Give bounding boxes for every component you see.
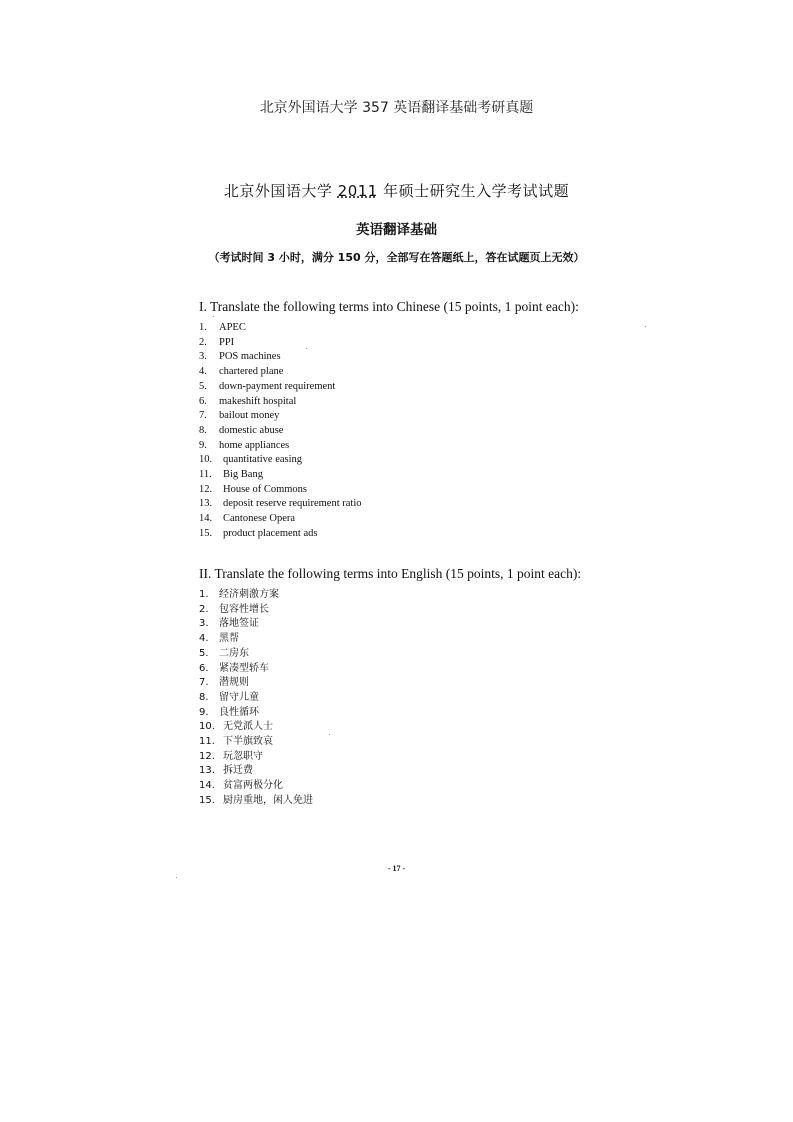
list-item: 8. 留守儿童 <box>199 691 259 703</box>
list-item: 10. quantitative easing <box>199 454 303 466</box>
list-item: 5. 二房东 <box>199 647 249 659</box>
section-2-heading: II. Translate the following terms into English (15 points, 1 point each): <box>199 566 582 581</box>
section-1-heading: I. Translate the following terms into Chinese (15 points, 1 point each): <box>199 299 579 314</box>
exam-title <box>0 180 793 201</box>
list-item: 14. 贫富两极分化 <box>199 780 283 792</box>
scan-speck <box>329 734 330 735</box>
scan-speck <box>176 877 177 878</box>
list-item: 15. product placement ads <box>199 527 318 539</box>
exam-title-prefix: 北京外国语大学 <box>223 182 333 200</box>
list-item: 11. 下半旗致哀 <box>199 736 273 748</box>
list-item: 10. 无党派人士 <box>199 721 273 733</box>
list-item: 1. 经济刺激方案 <box>199 589 279 600</box>
section-2 <box>199 566 619 809</box>
list-item: 1. APEC <box>199 322 246 333</box>
list-item: 13. 拆迁费 <box>199 765 253 777</box>
section-1 <box>199 299 619 542</box>
list-item: 6. makeshift hospital <box>199 395 297 407</box>
scan-speck <box>306 348 307 349</box>
section-1-list <box>199 321 619 542</box>
list-item: 13. deposit reserve requirement ratio <box>199 498 362 510</box>
list-item: 11. Big Bang <box>199 469 263 481</box>
list-item: 7. bailout money <box>199 410 280 422</box>
section-2-list <box>199 588 619 809</box>
exam-subject: 英语翻译基础 <box>356 222 437 238</box>
list-item: 3. POS machines <box>199 351 281 363</box>
document-header: 北京外国语大学 357 英语翻译基础考研真题 <box>259 100 534 116</box>
list-item: 6. 紧凑型轿车 <box>199 662 269 674</box>
list-item: 3. 落地签证 <box>199 618 259 630</box>
list-item: 9. 良性循环 <box>199 706 259 718</box>
list-item: 14. Cantonese Opera <box>199 513 296 525</box>
exam-instructions: （考试时间 3 小时，满分 150 分，全部写在答题纸上，答在试题页上无效） <box>208 251 585 264</box>
list-item: 4. chartered plane <box>199 366 284 378</box>
list-item: 7. 潜规则 <box>199 677 249 689</box>
list-item: 12. 玩忽职守 <box>199 750 263 762</box>
list-item: 5. down-payment requirement <box>199 380 336 392</box>
exam-year: 2011 <box>337 182 378 200</box>
scan-speck <box>213 316 214 317</box>
list-item: 2. 包容性增长 <box>199 603 269 615</box>
list-item: 4. 黑帮 <box>199 633 239 645</box>
scan-speck <box>645 326 646 327</box>
exam-title-suffix: 年硕士研究生入学考试试题 <box>383 182 570 200</box>
list-item: 15. 厨房重地，闲人免进 <box>199 794 313 806</box>
page-number: - 17 - <box>387 864 406 873</box>
list-item: 8. domestic abuse <box>199 424 284 436</box>
list-item: 12. House of Commons <box>199 483 307 495</box>
list-item: 2. PPI <box>199 336 235 348</box>
list-item: 9. home appliances <box>199 439 290 451</box>
